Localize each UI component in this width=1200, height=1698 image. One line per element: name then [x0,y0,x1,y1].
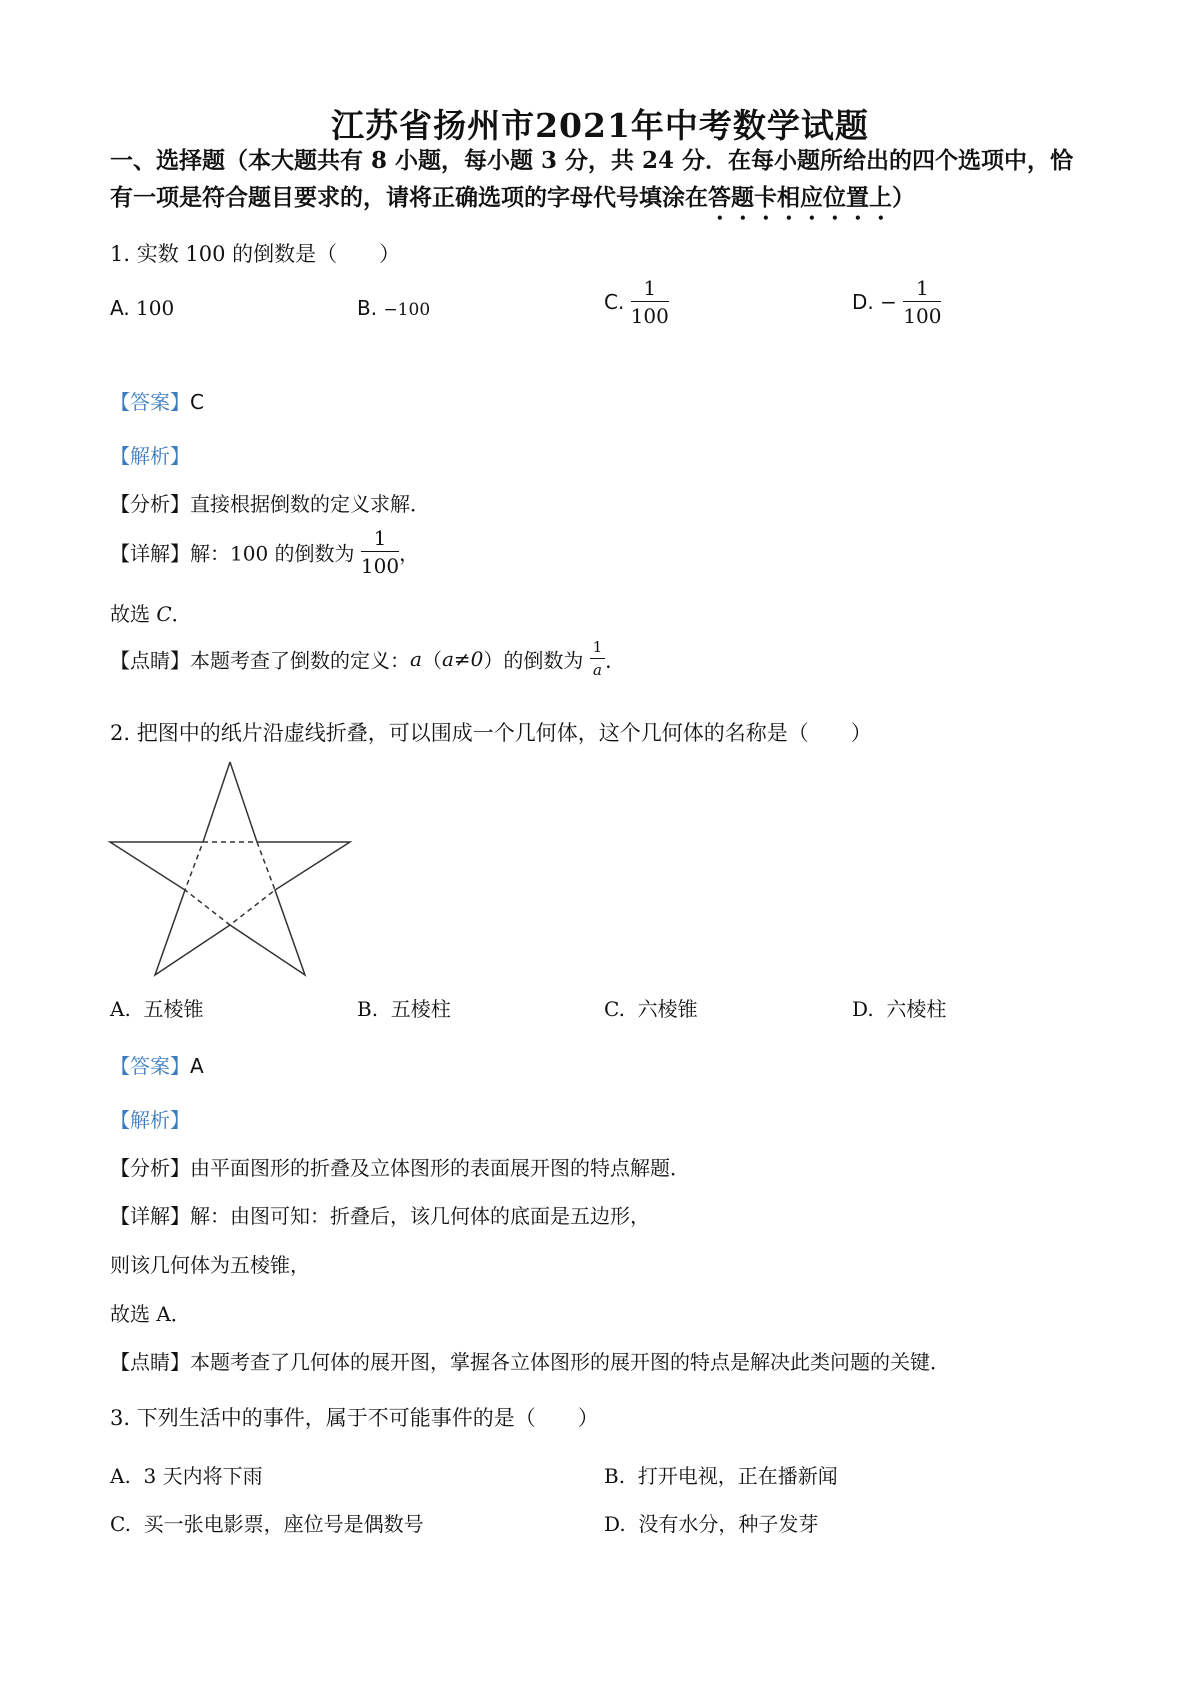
star-outline [110,762,350,975]
section-heading-plain: 有一项是符合题目要求的，请将正确选项的字母代号填涂在 [110,184,708,211]
q1-option-a [110,296,174,320]
q2-option-a-text: 五棱锥 [143,997,204,1021]
q2-detail-line2: 则该几何体为五棱锥， [110,1253,310,1277]
q2-option-c [604,993,698,1022]
q3-option-b-letter: B. [604,1464,626,1488]
q1-remark [110,640,625,678]
q1-remark-paren: （ [421,648,442,673]
q1-detail-text: 【详解】解：100 的倒数为 [110,541,355,566]
q2-jiexi-tag: 【解析】 [110,1108,190,1132]
q3-option-a [110,1460,263,1489]
q1-detail-denominator: 100 [360,554,400,578]
q2-option-a [110,993,204,1022]
q1-option-d [852,278,941,326]
page-title: 江苏省扬州市2021年中考数学试题 [331,106,869,145]
q1-conclusion-end: ． [171,602,192,626]
q3-option-d-text: 没有水分，种子发芽 [638,1512,819,1536]
q1-option-c-letter: C. [604,290,625,314]
q3-option-c [110,1508,424,1537]
q1-answer-tag: 【答案】 [110,390,190,414]
q1-conclusion-text: 故选 [110,602,157,626]
q1-option-d-fraction [903,278,941,326]
q1-analysis: 【分析】直接根据倒数的定义求解． [110,492,430,516]
q2-detail: 【详解】解：由图可知：折叠后，该几何体的底面是五边形， [110,1204,650,1228]
q1-option-b-value: −100 [383,300,431,320]
q3-option-a-text: 3 天内将下雨 [143,1464,263,1488]
q2-option-c-text: 六棱锥 [637,997,698,1021]
q3-option-d-letter: D. [604,1512,626,1536]
q3-option-a-letter: A. [110,1464,131,1488]
q1-conclusion-letter: C [156,602,172,626]
q2-option-b-letter: B. [357,997,379,1021]
q2-analysis: 【分析】由平面图形的折叠及立体图形的表面展开图的特点解题． [110,1156,690,1180]
q1-option-c-denominator: 100 [630,304,669,328]
q1-option-c [604,278,669,326]
pentagon-fold-lines [185,842,275,925]
q1-remark-mid: ）的倒数为 [483,648,584,673]
q1-option-a-letter: A. [110,296,130,320]
q1-conclusion [110,598,192,627]
q1-answer-value: C [190,390,204,414]
q3-option-c-text: 买一张电影票，座位号是偶数号 [143,1512,424,1536]
q1-jiexi-tag: 【解析】 [110,444,190,468]
q2-option-b-text: 五棱柱 [390,997,451,1021]
q2-option-d [852,993,946,1022]
question-1-stem: 1. 实数 100 的倒数是（ ） [110,242,401,266]
q1-answer [110,386,204,415]
q3-option-c-letter: C. [110,1512,131,1536]
q1-detail-fraction [361,528,399,576]
q1-remark-text: 【点睛】本题考查了倒数的定义： [110,648,410,673]
q1-option-c-numerator: 1 [631,278,669,302]
q1-remark-numerator: 1 [590,640,606,659]
q2-conclusion: 故选 A． [110,1302,191,1326]
q2-option-d-letter: D. [852,997,874,1021]
star-net-figure [105,760,355,980]
section-heading-line2 [110,181,915,225]
q1-option-d-letter: D. [852,290,874,314]
q2-answer-tag: 【答案】 [110,1054,190,1078]
q2-option-c-letter: C. [604,997,625,1021]
q1-remark-var: a [410,647,422,671]
section-heading-emphasis: 答题卡相应位置上 [708,184,892,211]
q1-remark-fraction [590,640,606,678]
q2-remark: 【点睛】本题考查了几何体的展开图，掌握各立体图形的展开图的特点是解决此类问题的关键． [110,1350,950,1374]
section-heading-end: ） [892,184,915,211]
q1-option-d-sign: − [880,290,897,314]
q1-remark-denominator: a [593,661,602,679]
question-3-stem: 3. 下列生活中的事件，属于不可能事件的是（ ） [110,1406,599,1430]
q2-option-b [357,993,451,1022]
section-heading-line1: 一、选择题（本大题共有 8 小题，每小题 3 分，共 24 分．在每小题所给出的四个选项中，恰 [110,147,1074,174]
q1-detail [110,528,419,576]
q1-option-c-fraction [631,278,669,326]
q1-detail-numerator: 1 [361,528,399,552]
q2-option-a-letter: A. [110,997,131,1021]
q3-option-d [604,1508,818,1537]
q2-option-d-text: 六棱柱 [886,997,947,1021]
q1-remark-end: ． [605,648,626,673]
q2-answer-value: A [190,1054,204,1078]
q1-remark-condition: a≠0 [441,647,484,671]
question-2-stem: 2. 把图中的纸片沿虚线折叠，可以围成一个几何体，这个几何体的名称是（ ） [110,721,872,745]
q3-option-b [604,1460,838,1489]
q3-option-b-text: 打开电视，正在播新闻 [637,1464,838,1488]
q1-option-d-denominator: 100 [903,304,942,328]
q1-option-b-letter: B. [357,296,378,320]
q1-option-b [357,296,430,320]
q2-answer [110,1050,204,1079]
q1-option-d-numerator: 1 [903,278,941,302]
q1-detail-end: ， [399,541,420,566]
q1-option-a-value: 100 [136,296,175,320]
